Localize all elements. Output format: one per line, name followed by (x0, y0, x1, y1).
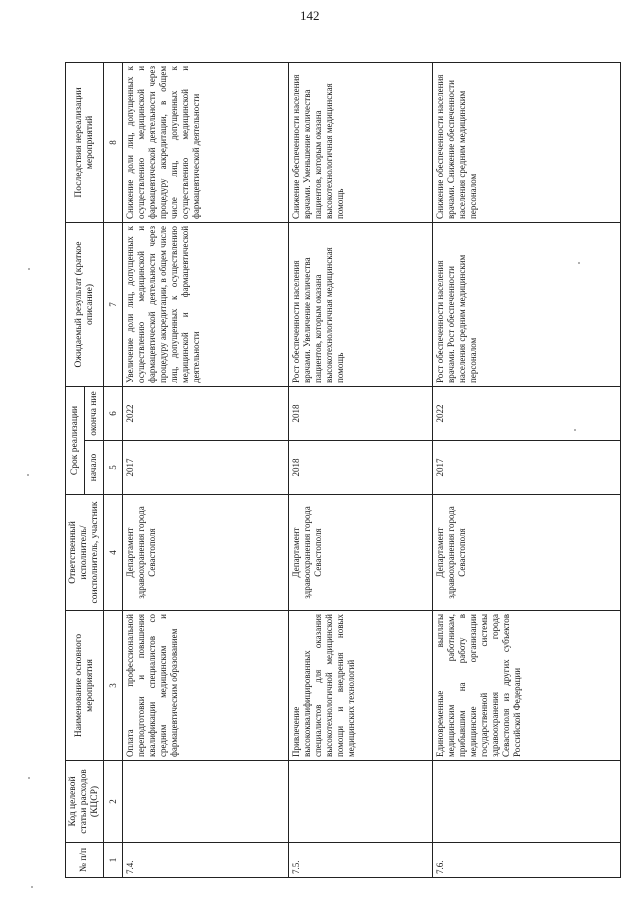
header-end: оконча ние (85, 386, 104, 440)
header-start: начало (85, 441, 104, 495)
header-num: № п/п (66, 843, 104, 878)
column-number: 4 (104, 495, 123, 611)
rotated-table-container (65, 63, 615, 878)
row-executor: Департамент здравоохранения города Севастополя (289, 495, 433, 611)
column-number: 2 (104, 761, 123, 843)
scan-speck (27, 474, 29, 476)
column-number: 1 (104, 843, 123, 878)
row-expected-result: Увеличение доли лиц, допущенных к осуществлению медицинской и фармацевтической деятельности через процедуру аккредитации, в общем числе лиц, допущенных к осуществлению медицинской и фармацевтической деятельности (123, 222, 289, 386)
row-kcsr (123, 761, 289, 843)
header-kcsr: Код целевой статьи расходов (КЦСР) (66, 761, 104, 843)
row-start-year: 2018 (289, 441, 433, 495)
column-number: 6 (104, 386, 123, 440)
activities-table (65, 62, 621, 878)
row-expected-result: Рост обеспеченности населения врачами. Увеличение количества пациентов, которым оказана высокотехнологичная медицинская помощь (289, 222, 433, 386)
row-num: 7.4. (123, 843, 289, 878)
scan-speck (578, 262, 580, 264)
header-expected-result: Ожидаемый результат (краткое описание) (66, 222, 104, 386)
column-numbers-row (104, 62, 123, 877)
column-number: 3 (104, 611, 123, 761)
scan-speck (574, 429, 576, 431)
row-activity-name: Привлечение высококвалифицированных специалистов для оказания высокотехнологичной медицинской помощи и внедрения новых медицинских технологий (289, 611, 433, 761)
row-end-year: 2018 (289, 386, 433, 440)
header-row-1 (66, 62, 85, 877)
row-kcsr (289, 761, 433, 843)
header-activity-name: Наименование основного мероприятия (66, 611, 104, 761)
header-consequences: Последствия нереализации мероприятий (66, 62, 104, 222)
column-number: 7 (104, 222, 123, 386)
row-num: 7.6. (432, 843, 620, 878)
column-number: 8 (104, 62, 123, 222)
row-expected-result: Рост обеспеченности населения врачами. Рост обеспеченности населения средним медицинским персоналом (432, 222, 620, 386)
table-row (289, 62, 433, 877)
row-activity-name: Единовременные выплаты медицинским работникам, прибывшим на работу в медицинские организации государственной системы здравоохранения города Севастополя из других субъектов Российской Федерации (432, 611, 620, 761)
row-start-year: 2017 (432, 441, 620, 495)
row-activity-name: Оплата профессиональной переподготовки и повышения квалификации специалистов со средним медицинским и фармацевтическим образованием (123, 611, 289, 761)
table-row (432, 62, 620, 877)
row-executor: Департамент здравоохранения города Севастополя (123, 495, 289, 611)
row-end-year: 2022 (432, 386, 620, 440)
scan-speck (28, 268, 30, 270)
scan-speck (31, 886, 33, 888)
row-start-year: 2017 (123, 441, 289, 495)
row-end-year: 2022 (123, 386, 289, 440)
row-consequences: Снижение доли лиц, допущенных к осуществлению медицинской и фармацевтической деятельности через процедуру аккредитации, в общем числе лиц, допущенных к осуществлению медицинской и фармацевтической деятельности (123, 62, 289, 222)
column-number: 5 (104, 441, 123, 495)
scan-speck (28, 777, 30, 779)
row-kcsr (432, 761, 620, 843)
header-executor: Ответственный исполнитель/ соисполнитель, участник (66, 495, 104, 611)
row-consequences: Снижение обеспеченности населения врачами. Снижение обеспеченности населения средним медицинским персоналом (432, 62, 620, 222)
row-consequences: Снижение обеспеченности населения врачами. Уменьшение количества пациентов, которым оказана высокотехнологичная медицинская помощь (289, 62, 433, 222)
row-executor: Департамент здравоохранения города Севастополя (432, 495, 620, 611)
page-number: 142 (300, 8, 320, 23)
header-term: Срок реализации (66, 386, 85, 494)
table-row (123, 62, 289, 877)
row-num: 7.5. (289, 843, 433, 878)
